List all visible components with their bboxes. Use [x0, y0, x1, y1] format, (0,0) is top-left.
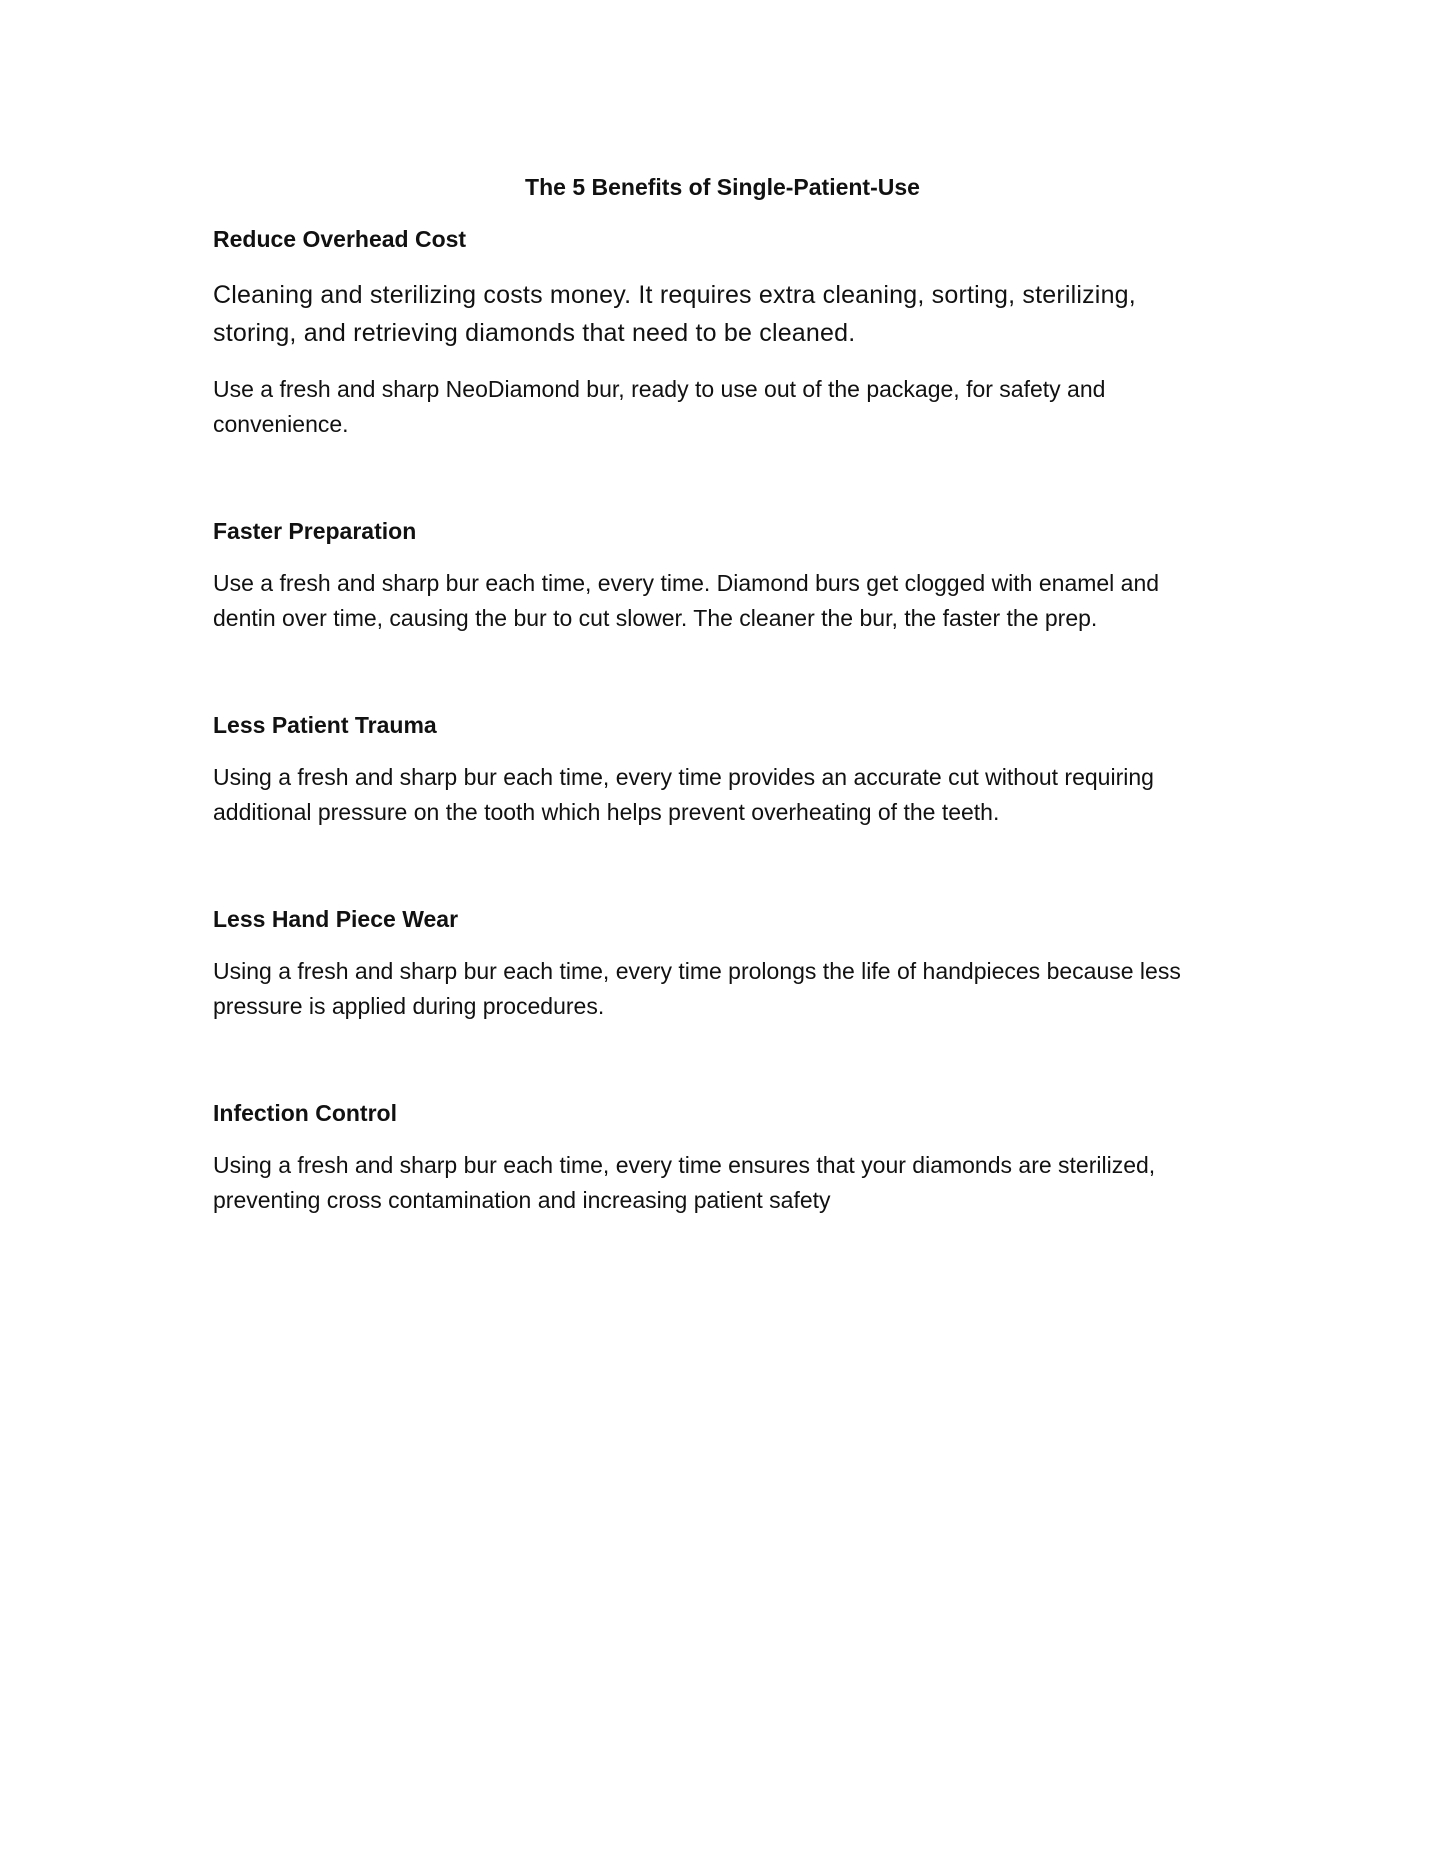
- section-paragraph: Using a fresh and sharp bur each time, every time ensures that your diamonds are sterilized, preventing cross contamination and increasing patient safety: [213, 1152, 1156, 1213]
- section-heading-less-hand-piece-wear: Less Hand Piece Wear: [213, 906, 459, 932]
- section-paragraph: Use a fresh and sharp NeoDiamond bur, ready to use out of the package, for safety and convenience.: [213, 376, 1106, 437]
- section-heading-less-patient-trauma: Less Patient Trauma: [213, 712, 437, 738]
- section-heading-reduce-overhead-cost: Reduce Overhead Cost: [213, 226, 467, 252]
- section-paragraph: Using a fresh and sharp bur each time, every time prolongs the life of handpieces because less pressure is applied during procedures.: [213, 958, 1181, 1019]
- document-title: The 5 Benefits of Single-Patient-Use: [525, 174, 920, 200]
- section-heading-infection-control: Infection Control: [213, 1100, 397, 1126]
- section-paragraph: Using a fresh and sharp bur each time, every time provides an accurate cut without requiring additional pressure on the tooth which helps prevent overheating of the teeth.: [213, 764, 1154, 825]
- section-heading-faster-preparation: Faster Preparation: [213, 518, 417, 544]
- section-paragraph: Use a fresh and sharp bur each time, every time. Diamond burs get clogged with enamel and dentin over time, causing the bur to cut slower. The cleaner the bur, the faster the prep.: [213, 570, 1160, 631]
- section-paragraph: Cleaning and sterilizing costs money. It requires extra cleaning, sorting, sterilizing, storing, and retrieving diamonds that need to be cleaned.: [213, 281, 1136, 347]
